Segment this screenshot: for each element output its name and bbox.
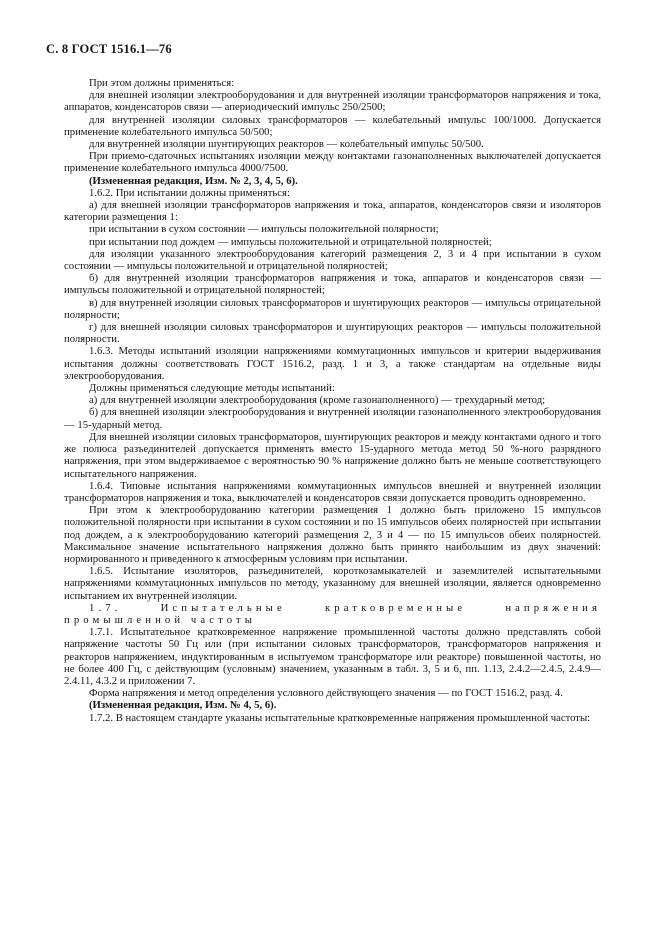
paragraph: 1.7.2. В настоящем стандарте указаны испытательные кратковременные напряжения промышленной частоты: [89, 711, 591, 724]
paragraph: для внешней изоляции электрооборудования и для внутренней изоляции трансформаторов напряжения и тока, аппаратов, конденсаторов связи — апериодический импульс 250/2500; [64, 89, 601, 114]
paragraph: 1.6.2. При испытании должны применяться: [89, 186, 290, 199]
paragraph: а) для внутренней изоляции электрооборудования (кроме газонаполненного) — трехударный метод; [89, 394, 546, 407]
paragraph: при испытании в сухом состоянии — импульсы положительной полярности; [89, 223, 439, 236]
paragraph: 1.7.1. Испытательное кратковременное напряжение промышленной частоты должно представлять собой напряжение частоты 50 Гц или (при испытании силовых трансформаторов, трансформаторов напряжения и реакторов напряжением, индуктированным в испытуемом трансформаторе или реакторе) повышенной частоты, но не более 400 Гц, с действующим (условным) значением, указанным в табл. 3, 5 и 6, пп. 1.13, 2.4.2—2.4.5, 2.4.9—2.4.11, 4.3.2 и приложении 7. [64, 626, 601, 687]
paragraph: а) для внешней изоляции трансформаторов напряжения и тока, аппаратов, конденсаторов связи и изоляторов категории размещения 1: [64, 199, 601, 224]
page-header: С. 8 ГОСТ 1516.1—76 [46, 42, 172, 56]
paragraph: При этом должны применяться: [89, 77, 235, 89]
paragraph: для внутренней изоляции силовых трансформаторов — колебательный импульс 100/1000. Допускается применение колебательного импульса 50/500; [64, 113, 601, 138]
paragraph: При этом к электрооборудованию категории размещения 1 должно быть приложено 15 импульсов положительной полярности при испытании в сухом состоянии и по 15 импульсов обеих полярностей при испытании под дождем, а к электрооборудованию категорий размещения 2, 3 и 4 — по 15 импульсов обеих полярностей. Максимальное значение испытательного напряжения должно быть принято наибольшим из двух значений: нормированного и приведенного к атмосферным условиям при испытании. [64, 504, 601, 565]
amendment-note: (Измененная редакция, Изм. № 2, 3, 4, 5, 6). [89, 174, 298, 187]
paragraph: 1.6.5. Испытание изоляторов, разъединителей, короткозамыкателей и заземлителей испытательными напряжениями коммутационных импульсов по методу, указанному для внешней изоляции, является одновременно испытанием их внутренней изоляции. [64, 565, 601, 602]
paragraph: при испытании под дождем — импульсы положительной и отрицательной полярностей; [89, 235, 492, 248]
paragraph: Форма напряжения и метод определения условного действующего значения — по ГОСТ 1516.2, разд. 4. [89, 687, 563, 700]
paragraph: б) для внешней изоляции электрооборудования и внутренней изоляции газонаполненного электрооборудования — 15-ударный метод. [64, 406, 601, 431]
paragraph: для внутренней изоляции шунтирующих реакторов — колебательный импульс 50/500. [89, 138, 484, 151]
paragraph: 1.6.3. Методы испытаний изоляции напряжениями коммутационных импульсов и критерии выдерживания испытания должны соответствовать ГОСТ 1516.2, разд. 1 и 3, а также стандартам на отдельные виды электрооборудования. [64, 345, 601, 382]
paragraph: Должны применяться следующие методы испытаний: [89, 382, 335, 395]
paragraph: б) для внутренней изоляции трансформаторов напряжения и тока, аппаратов и конденсаторов связи — импульсы положительной и отрицательной полярностей; [64, 272, 601, 297]
paragraph: При приемо-сдаточных испытаниях изоляции между контактами газонаполненных выключателей допускается применение колебательного импульса 4000/7500. [64, 150, 601, 175]
document-body [64, 77, 601, 724]
paragraph: в) для внутренней изоляции силовых трансформаторов и шунтирующих реакторов — импульсы отрицательной полярности; [64, 296, 601, 321]
paragraph: для изоляции указанного электрооборудования категорий размещения 2, 3 и 4 при испытании в сухом состоянии — импульсы положительной и отрицательной полярностей; [64, 247, 601, 273]
section-heading: 1.7. Испытательные кратковременные напряжения промышленной частоты [64, 601, 601, 626]
paragraph: 1.6.4. Типовые испытания напряжениями коммутационных импульсов внешней и внутренней изоляции трансформаторов напряжения и тока, выключателей и конденсаторов связи допускается проводить одновременно. [64, 479, 601, 504]
paragraph: г) для внешней изоляции силовых трансформаторов и шунтирующих реакторов — импульсы положительной полярности. [64, 321, 601, 346]
amendment-note: (Измененная редакция, Изм. № 4, 5, 6). [89, 699, 277, 712]
paragraph: Для внешней изоляции силовых трансформаторов, шунтирующих реакторов и между контактами одного и того же полюса разъединителей допускается применять вместо 15-ударного метода метод 50 %-ного разрядного напряжения, при этом выдерживаемое с вероятностью 90 % напряжение должно быть не меньше соответствующего испытательного напряжения. [64, 430, 601, 480]
